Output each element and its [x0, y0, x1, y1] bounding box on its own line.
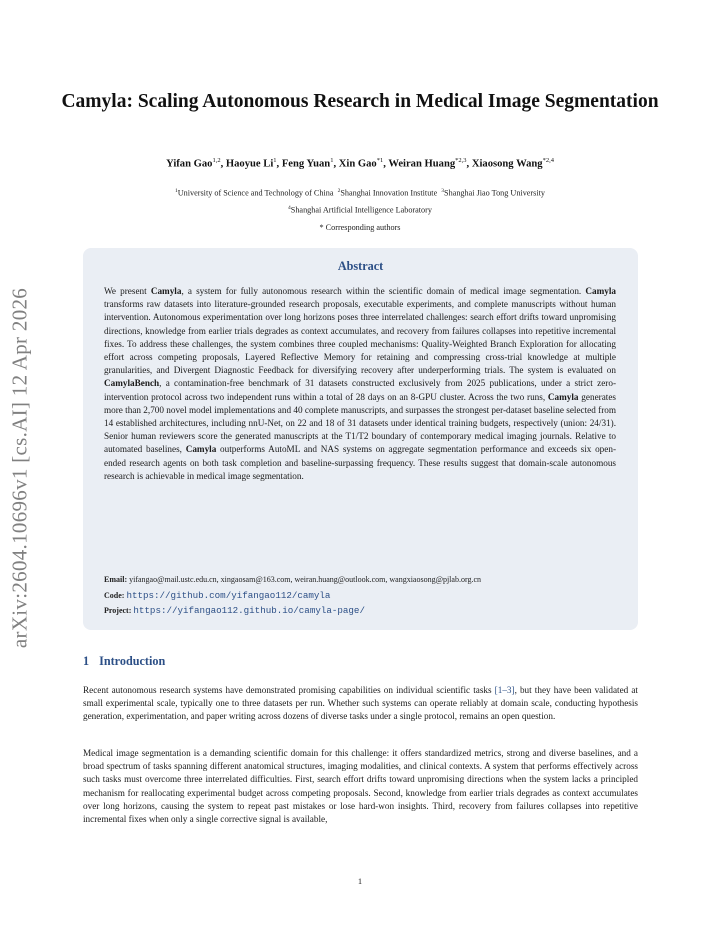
citation-link[interactable]: [1–3]: [494, 685, 515, 695]
abstract-bold-term: Camyla: [150, 286, 182, 296]
affiliation-mark: 4: [288, 204, 291, 211]
author-separator: ,: [220, 158, 226, 170]
abstract-text-run: transforms raw datasets into literature-grounded research proposals, executable experiments, and complete manuscripts without human intervention. Autonomous experimentation over long horizons poses three interrelated challenges: search effort drifts toward unpromising directions, knowledge from earlier trials degrades as context accumulates, and recovery from failures collapses into repetitive incremental fixes. To address these challenges, the system combines three coupled mechanisms: Quality-Weighted Branch Exploration for allocating effort across competing proposals, Layered Reflective Memory for retaining and compressing cross-trial knowledge at multiple granularities, and Divergent Diagnostic Feedback for diversifying recovery after underperforming trials. The system is evaluated on: [104, 299, 616, 376]
affiliation-mark: 3: [441, 188, 445, 194]
email-addresses: yifangao@mail.ustc.edu.cn, xingaosam@163.com, weiran.huang@outlook.com, wangxiaosong@pjlab.org.cn: [129, 575, 482, 584]
abstract-text-run: generates more than 2,700 novel model implementations and 40 complete manuscripts, and surpasses the strongest per-dataset baseline selected from 14 established architectures, including nnU-Net, on 22 and 18 of 31 datasets under identical training budgets, respectively (union: 24/31). Senior human reviewers score the generated manuscripts at the T1/T2 boundary of contemporary medical imaging journals. Relative to automated baselines,: [104, 391, 616, 455]
affiliation-shlab: Shanghai Artificial Intelligence Laboratory: [290, 205, 432, 215]
code-line: [104, 590, 624, 601]
project-label: Project:: [104, 606, 132, 615]
author-affiliation-mark: *2,3: [455, 157, 467, 164]
affiliation-sjtu: Shanghai Jiao Tong University: [444, 188, 545, 198]
arxiv-stamp-text: arXiv:2604.10696v1 [cs.AI] 12 Apr 2026: [7, 287, 32, 649]
author-name: Weiran Huang: [388, 158, 456, 170]
project-link[interactable]: https://yifangao112.github.io/camyla-page/: [133, 605, 365, 616]
author-separator: ,: [383, 158, 389, 170]
email-line: [104, 575, 624, 584]
code-link[interactable]: https://github.com/yifangao112/camyla: [126, 590, 331, 601]
affiliations: [60, 184, 660, 217]
author-separator: ,: [276, 158, 282, 170]
intro-p1-text-start: Recent autonomous research systems have demonstrated promising capabilities on individual scientific tasks: [83, 685, 495, 695]
author-list: [60, 157, 660, 170]
affiliation-line-2: [60, 201, 660, 218]
affiliation-ustc: University of Science and Technology of China: [177, 188, 334, 198]
author-affiliation-mark: *2,4: [542, 157, 554, 164]
abstract-bold-term: Camyla: [547, 391, 579, 402]
affiliation-sii: Shanghai Innovation Institute: [340, 188, 438, 198]
author-affiliation-mark: 1: [330, 157, 334, 164]
abstract-bold-term: Camyla: [585, 286, 616, 296]
author-separator: ,: [333, 158, 339, 170]
author-separator: ,: [466, 158, 472, 170]
project-line: [104, 605, 624, 616]
abstract-bold-term: CamylaBench: [104, 378, 160, 389]
section-heading-introduction: [83, 654, 165, 669]
intro-paragraph-1: [83, 684, 638, 724]
corresponding-authors-note: * Corresponding authors: [319, 223, 401, 232]
author-name: Haoyue Li: [225, 158, 274, 170]
abstract-text-run: We present: [104, 286, 151, 296]
section-number: 1: [83, 654, 90, 668]
abstract-body: [104, 285, 616, 483]
intro-paragraph-2: Medical image segmentation is a demanding scientific domain for this challenge: it offers standardized metrics, strong and diverse baselines, and a broad spectrum of tasks spanning different anatomical structures, imaging modalities, and clinical contexts. A system that performs effectively across such tasks must overcome three interrelated difficulties. First, search effort drifts toward unpromising directions when the system lacks a principled mechanism for reallocating experimental budget across competing proposals. Second, knowledge from earlier trials degrades as context accumulates over long horizons, causing the system to repeat past mistakes or lose hard-won insights. Third, recovery from failures collapses into repetitive incremental fixes when only a single corrective signal is available,: [83, 748, 638, 825]
author-affiliation-mark: 1: [273, 157, 277, 164]
abstract-text-run: outperforms AutoML and NAS systems on aggregate segmentation performance and exceeds six open-ended research agents on both task completion and baseline-surpassing frequency. These results suggest that domain-scale autonomous research is achievable in medical image segmentation.: [104, 444, 616, 481]
paper-title: Camyla: Scaling Autonomous Research in Medical Image Segmentation: [61, 91, 659, 112]
intro-p1-text-end: , but they have been validated at small experimental scale, typically one to three datasets per run. Whether such systems can operate reliably at domain scale, conducting hypothesis generation, experimentation, and paper writing across dozens of diverse tasks under a single protocol, remains an open question.: [83, 685, 638, 722]
author-affiliation-mark: *1: [376, 157, 384, 164]
email-label: Email:: [104, 575, 128, 584]
affiliation-mark: 1: [175, 188, 178, 194]
author-name: Feng Yuan: [281, 158, 331, 170]
abstract-box: [83, 248, 638, 630]
affiliation-line-1: [60, 184, 660, 201]
page-number: 1: [357, 876, 363, 886]
author-name: Xin Gao: [338, 158, 377, 170]
affiliation-mark: 2: [337, 188, 341, 194]
author-name: Xiaosong Wang: [471, 158, 543, 170]
abstract-bold-term: Camyla: [185, 444, 217, 455]
abstract-text-run: , a system for fully autonomous research within the scientific domain of medical image segmentation.: [181, 286, 586, 296]
abstract-text-run: , a contamination-free benchmark of 31 datasets constructed exclusively from 2025 publications, under a strict zero-intervention protocol across two independent runs within a total of 28 days on an 8-GPU cluster. Across the two runs,: [104, 378, 616, 402]
author-affiliation-mark: 1,2: [212, 157, 221, 164]
code-label: Code:: [104, 591, 125, 600]
author-name: Yifan Gao: [166, 158, 213, 170]
section-title: Introduction: [99, 654, 166, 668]
abstract-heading: Abstract: [337, 259, 384, 273]
